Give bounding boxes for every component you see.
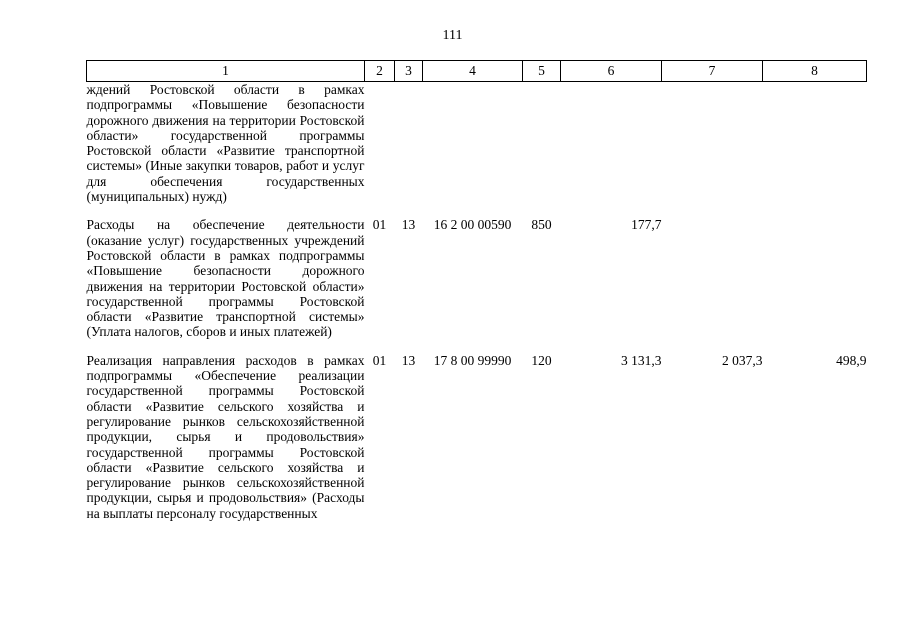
row-target-item: 16 2 00 00590 xyxy=(433,217,512,233)
row-description: Реализация направления расходов в рамках подпрограммы «Обеспечение реализации государственной программы Ростовской области «Развитие сельского хозяйства и регулирование рынков сельскохозяйственной продукции, сырья и продовольствия» государственной программы Ростовской области «Развитие сельского хозяйства и регулирование рынков сельскохозяйственной продукции, сырья и продовольствия» (Расходы на выплаты персоналу государственных xyxy=(86,352,365,521)
row-amount-3 xyxy=(763,82,867,205)
column-header: 4 xyxy=(423,61,523,82)
table-row xyxy=(87,353,867,521)
row-description: ждений Ростовской области в рамках подпрограммы «Повышение безопасности дорожного движения на территории Ростовской области» государственной программы Ростовской области «Развитие транспортной системы» (Иные закупки товаров, работ и услуг для обеспечения государственных (муниципальных) нужд) xyxy=(86,82,365,205)
row-section: 01 xyxy=(372,352,387,368)
row-amount-3: 498,9 xyxy=(836,352,867,368)
row-expense-type: 850 xyxy=(531,217,552,233)
column-header: 3 xyxy=(395,61,423,82)
page-number: 111 xyxy=(442,28,463,43)
column-header: 2 xyxy=(365,61,395,82)
row-expense-type: 120 xyxy=(531,352,552,368)
row-section: 01 xyxy=(372,217,387,233)
column-header: 5 xyxy=(523,61,561,82)
row-expense-type xyxy=(523,82,561,205)
row-subsection: 13 xyxy=(401,352,416,368)
row-amount-2 xyxy=(662,217,763,339)
column-header: 7 xyxy=(662,61,763,82)
row-section xyxy=(365,82,395,205)
row-target-item xyxy=(423,82,523,205)
column-header-row xyxy=(87,61,867,82)
row-amount-1: 177,7 xyxy=(631,217,662,233)
row-amount-1 xyxy=(561,82,662,205)
table-row xyxy=(87,82,867,205)
row-amount-3 xyxy=(763,217,867,339)
column-header: 6 xyxy=(561,61,662,82)
budget-table xyxy=(86,60,867,521)
row-amount-2 xyxy=(662,82,763,205)
column-header: 8 xyxy=(763,61,867,82)
row-amount-1: 3 131,3 xyxy=(621,352,662,368)
table-row xyxy=(87,217,867,339)
row-amount-2: 2 037,3 xyxy=(722,352,763,368)
row-description: Расходы на обеспечение деятельности (оказание услуг) государственных учреждений Ростовской области в рамках подпрограммы «Повышение безопасности дорожного движения на территории Ростовской области» государственной программы Ростовской области «Развитие транспортной системы» (Уплата налогов, сборов и иных платежей) xyxy=(86,217,365,340)
row-target-item: 17 8 00 99990 xyxy=(433,352,512,368)
row-subsection xyxy=(395,82,423,205)
column-header: 1 xyxy=(87,61,365,82)
row-subsection: 13 xyxy=(401,217,416,233)
